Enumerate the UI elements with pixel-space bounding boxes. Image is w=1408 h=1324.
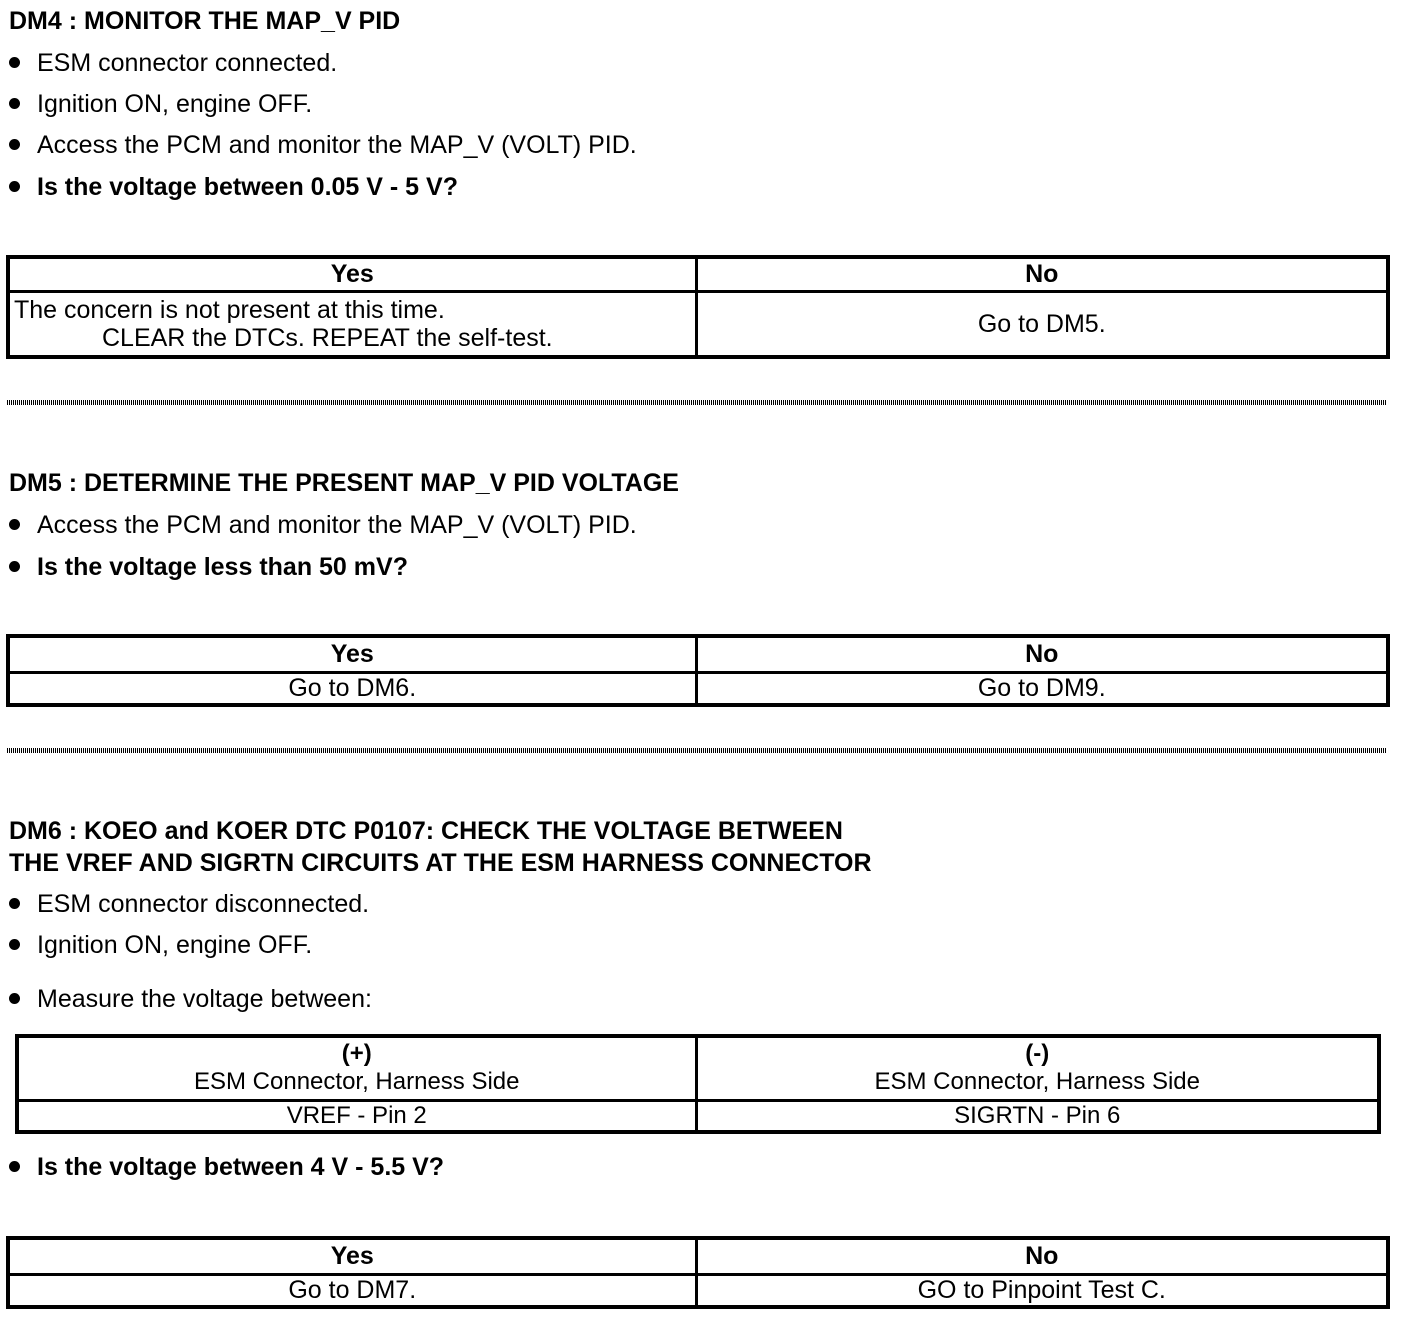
yes-cell: Go to DM6. [8,672,696,705]
dm4-title: DM4 : MONITOR THE MAP_V PID [9,7,401,35]
no-cell: Go to DM5. [696,291,1388,357]
yes-header: Yes [8,257,696,291]
dm5-question: Is the voltage less than 50 mV? [9,552,408,582]
no-cell: Go to DM9. [696,672,1388,705]
bullet-icon [9,519,20,530]
yes-cell: Go to DM7. [8,1274,696,1307]
no-header: No [696,1238,1388,1274]
bullet-icon [9,1161,20,1172]
bullet-icon [9,139,20,150]
bullet-icon [9,561,20,572]
dm4-question: Is the voltage between 0.05 V - 5 V? [9,172,458,202]
dm5-bullet-1: Access the PCM and monitor the MAP_V (VOLT) PID. [9,510,637,540]
yes-header: Yes [8,1238,696,1274]
dm4-bullet-3: Access the PCM and monitor the MAP_V (VOLT) PID. [9,130,637,160]
positive-probe-header: (+) ESM Connector, Harness Side [17,1036,696,1100]
dm6-measure-table [15,1034,1381,1134]
section-divider [7,400,1387,405]
bullet-icon [9,57,20,68]
bullet-icon [9,898,20,909]
negative-probe-pin: SIGRTN - Pin 6 [696,1100,1379,1132]
no-cell: GO to Pinpoint Test C. [696,1274,1388,1307]
dm4-bullet-2: Ignition ON, engine OFF. [9,89,312,119]
section-divider [7,748,1387,753]
dm6-result-table [6,1236,1390,1309]
no-header: No [696,257,1388,291]
yes-header: Yes [8,636,696,672]
yes-cell: The concern is not present at this time. CLEAR the DTCs. REPEAT the self-test. [8,291,696,357]
dm6-bullet-3: Measure the voltage between: [9,984,372,1014]
dm5-title: DM5 : DETERMINE THE PRESENT MAP_V PID VOLTAGE [9,469,679,497]
dm6-bullet-2: Ignition ON, engine OFF. [9,930,312,960]
dm6-question: Is the voltage between 4 V - 5.5 V? [9,1152,444,1182]
negative-probe-header: (-) ESM Connector, Harness Side [696,1036,1379,1100]
bullet-icon [9,98,20,109]
dm6-title-line2: THE VREF AND SIGRTN CIRCUITS AT THE ESM HARNESS CONNECTOR [9,849,872,877]
dm6-title-line1: DM6 : KOEO and KOER DTC P0107: CHECK THE VOLTAGE BETWEEN [9,817,843,845]
dm5-result-table [6,634,1390,707]
bullet-icon [9,993,20,1004]
dm6-bullet-1: ESM connector disconnected. [9,889,369,919]
bullet-icon [9,939,20,950]
bullet-icon [9,181,20,192]
dm4-bullet-1: ESM connector connected. [9,48,337,78]
no-header: No [696,636,1388,672]
positive-probe-pin: VREF - Pin 2 [17,1100,696,1132]
dm4-result-table [6,255,1390,359]
